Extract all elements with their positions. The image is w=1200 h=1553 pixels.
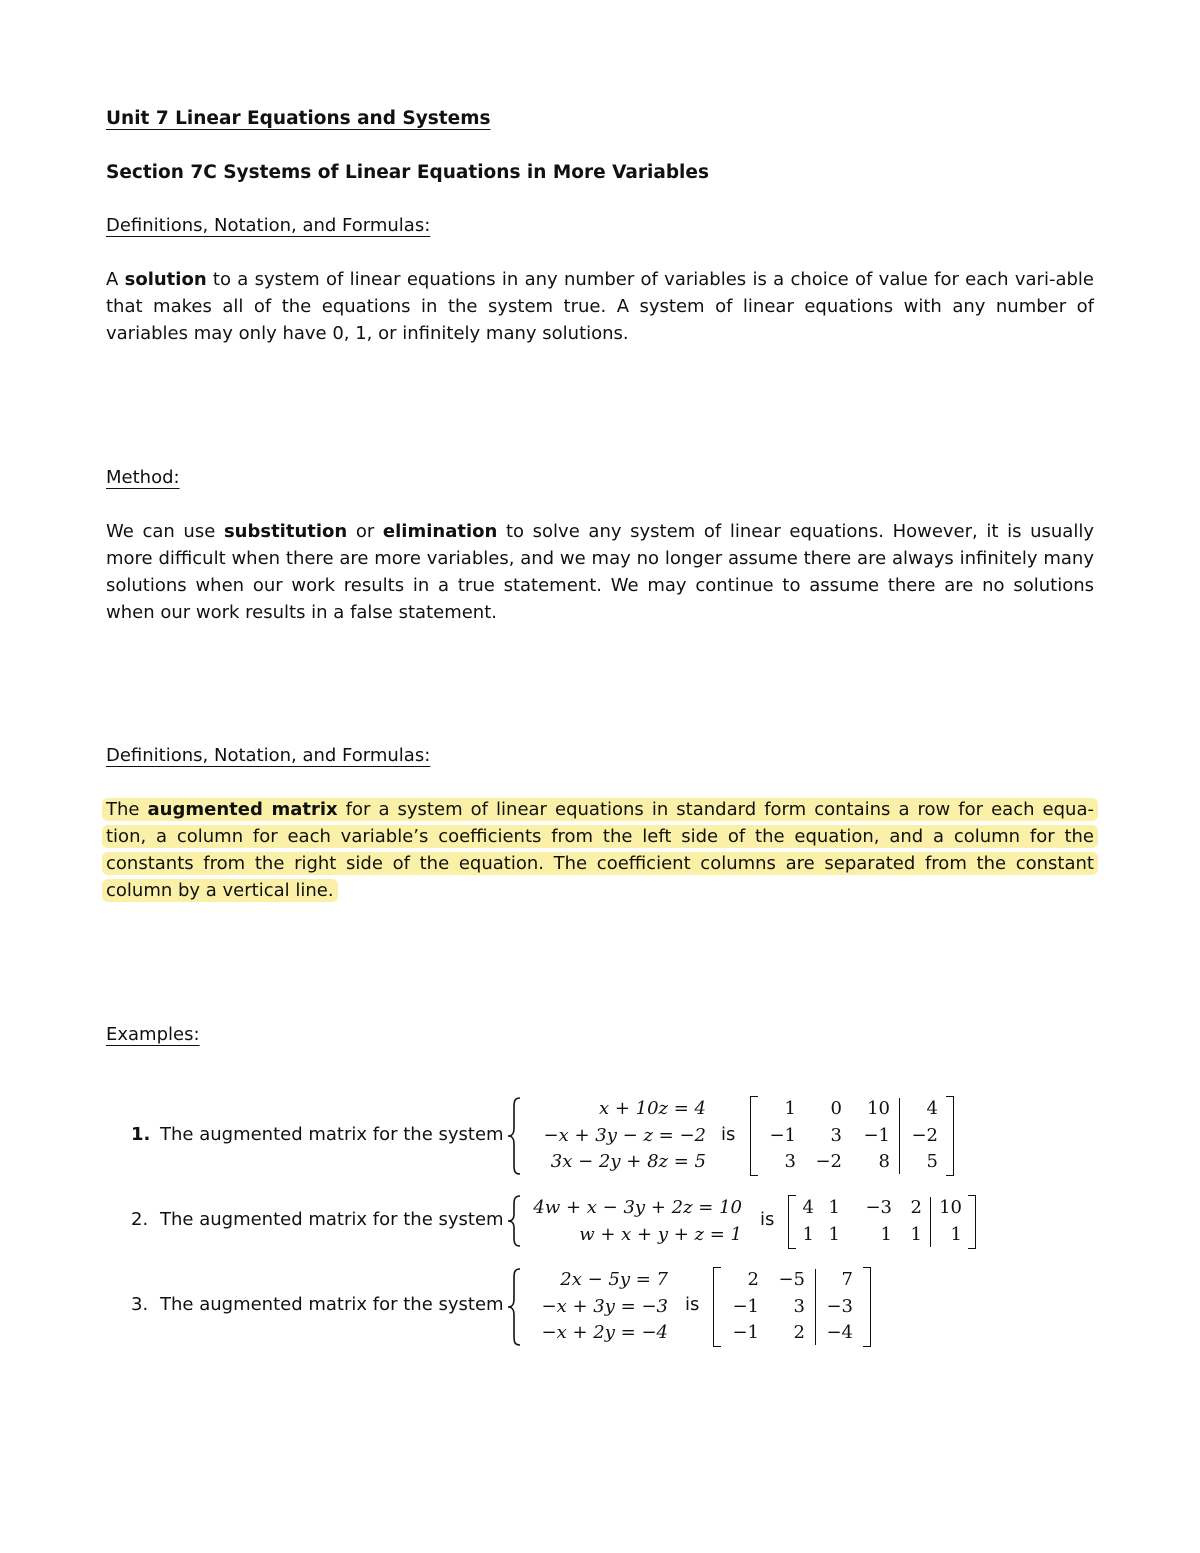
divider-line — [899, 1098, 900, 1174]
method-heading: Method: — [106, 467, 180, 488]
matrix-cell: −1 — [769, 1124, 796, 1146]
matrix-cell: 5 — [926, 1151, 938, 1172]
left-bracket — [750, 1096, 758, 1176]
is-word: is — [685, 1294, 700, 1315]
right-bracket — [946, 1096, 954, 1176]
unit-title: Unit 7 Linear Equations and Systems — [106, 108, 491, 129]
matrix-cell: −1 — [732, 1322, 759, 1343]
equation: −x + 2y = −4 — [541, 1322, 668, 1343]
augmented-term: augmented matrix — [147, 799, 338, 820]
equation: −x + 3y − z = −2 — [543, 1124, 706, 1146]
matrix-cell: 1 — [784, 1098, 796, 1119]
matrix-cell: 2 — [910, 1197, 922, 1218]
matrix-cell: −1 — [732, 1295, 759, 1317]
left-brace-icon — [506, 1096, 522, 1176]
matrix-cell: 3 — [830, 1124, 842, 1146]
matrix-cell: 1 — [910, 1223, 922, 1245]
method-text-3: to solve any system of linear equations. However, it is usually more difficult when there are more variables, and we may no longer assume there are always infinitely many solutions when our work results in a true statement. We may continue to assume there are no solutions when our work results in a false statement. — [106, 521, 1094, 623]
matrix-cell: 1 — [828, 1223, 840, 1245]
solution-text-post: to a system of linear equations in any number of variables is a choice of value for each vari-able that makes all of the equations in the system true. A system of linear equations with any number of variables may only have 0, 1, or infinitely many solutions. — [106, 269, 1094, 344]
highlight — [102, 798, 1098, 902]
example-label: The augmented matrix for the system — [160, 1294, 504, 1315]
equation: w + x + y + z = 1 — [579, 1223, 742, 1245]
equation-system — [524, 1267, 668, 1347]
method-text-1: We can use — [106, 521, 224, 542]
matrix-cell: 0 — [830, 1098, 842, 1119]
divider-line — [815, 1269, 816, 1345]
example-number: 3. — [131, 1294, 149, 1315]
matrix-cell: 1 — [828, 1197, 840, 1218]
examples-heading: Examples: — [106, 1024, 200, 1045]
equation: x + 10z = 4 — [598, 1098, 706, 1119]
matrix-cell: −5 — [778, 1269, 805, 1290]
solution-text-pre: A — [106, 269, 125, 290]
is-word: is — [760, 1209, 775, 1230]
matrix-cell: 2 — [793, 1322, 805, 1343]
augmented-matrix — [788, 1195, 976, 1249]
matrix-cell: 10 — [867, 1098, 890, 1119]
matrix-cell: 2 — [747, 1269, 759, 1290]
section-title: Section 7C Systems of Linear Equations in More Variables — [106, 162, 709, 183]
is-word: is — [721, 1124, 736, 1145]
method-term-substitution: substitution — [223, 521, 348, 542]
matrix-cell: 10 — [939, 1197, 962, 1218]
matrix-cell: −2 — [815, 1151, 842, 1172]
equation: −x + 3y = −3 — [541, 1295, 668, 1317]
matrix-cell: 4 — [802, 1197, 814, 1218]
left-brace-icon — [506, 1267, 522, 1347]
equation: 4w + x − 3y + 2z = 10 — [533, 1197, 742, 1218]
matrix-cell: 1 — [802, 1223, 814, 1245]
definitions-heading-2: Definitions, Notation, and Formulas: — [106, 745, 431, 766]
matrix-cell: 4 — [926, 1098, 938, 1119]
method-text-2: or — [347, 521, 383, 542]
solution-term: solution — [124, 269, 207, 290]
matrix-cell: 8 — [878, 1151, 890, 1172]
equation-system — [524, 1096, 706, 1176]
matrix-cell: 3 — [793, 1295, 805, 1317]
right-bracket — [863, 1267, 871, 1347]
matrix-cell: −2 — [911, 1124, 938, 1146]
equation-system — [524, 1195, 742, 1248]
left-bracket — [788, 1195, 796, 1249]
augmented-matrix — [713, 1267, 871, 1347]
example-number: 1. — [131, 1124, 151, 1145]
equation: 3x − 2y + 8z = 5 — [550, 1151, 706, 1172]
matrix-cell: 7 — [841, 1269, 853, 1290]
matrix-cell: −3 — [826, 1295, 853, 1317]
augmented-matrix — [750, 1096, 954, 1176]
matrix-cell: 3 — [784, 1151, 796, 1172]
equation: 2x − 5y = 7 — [560, 1269, 668, 1290]
left-brace-icon — [506, 1194, 522, 1248]
example-label: The augmented matrix for the system — [160, 1124, 504, 1145]
matrix-cell: −4 — [826, 1322, 853, 1343]
example-label: The augmented matrix for the system — [160, 1209, 504, 1230]
divider-line — [930, 1197, 931, 1247]
left-bracket — [713, 1267, 721, 1347]
augmented-text-post: for a system of linear equations in standard form contains a row for each equa-tion, a column for each variable’s coefficients from the left side of the equation, and a column for the constants from the right side of the equation. The coefficient columns are separated from the constant column by a vertical line. — [106, 799, 1094, 901]
augmented-paragraph — [106, 796, 1094, 904]
matrix-cell: −1 — [863, 1124, 890, 1146]
augmented-text-pre: The — [106, 799, 148, 820]
solution-paragraph — [106, 266, 1094, 347]
matrix-cell: 1 — [880, 1223, 892, 1245]
example-number: 2. — [131, 1209, 149, 1230]
definitions-heading-1: Definitions, Notation, and Formulas: — [106, 215, 431, 236]
matrix-cell: −3 — [865, 1197, 892, 1218]
right-bracket — [968, 1195, 976, 1249]
matrix-cell: 1 — [950, 1223, 962, 1245]
method-term-elimination: elimination — [382, 521, 498, 542]
method-paragraph — [106, 518, 1094, 626]
